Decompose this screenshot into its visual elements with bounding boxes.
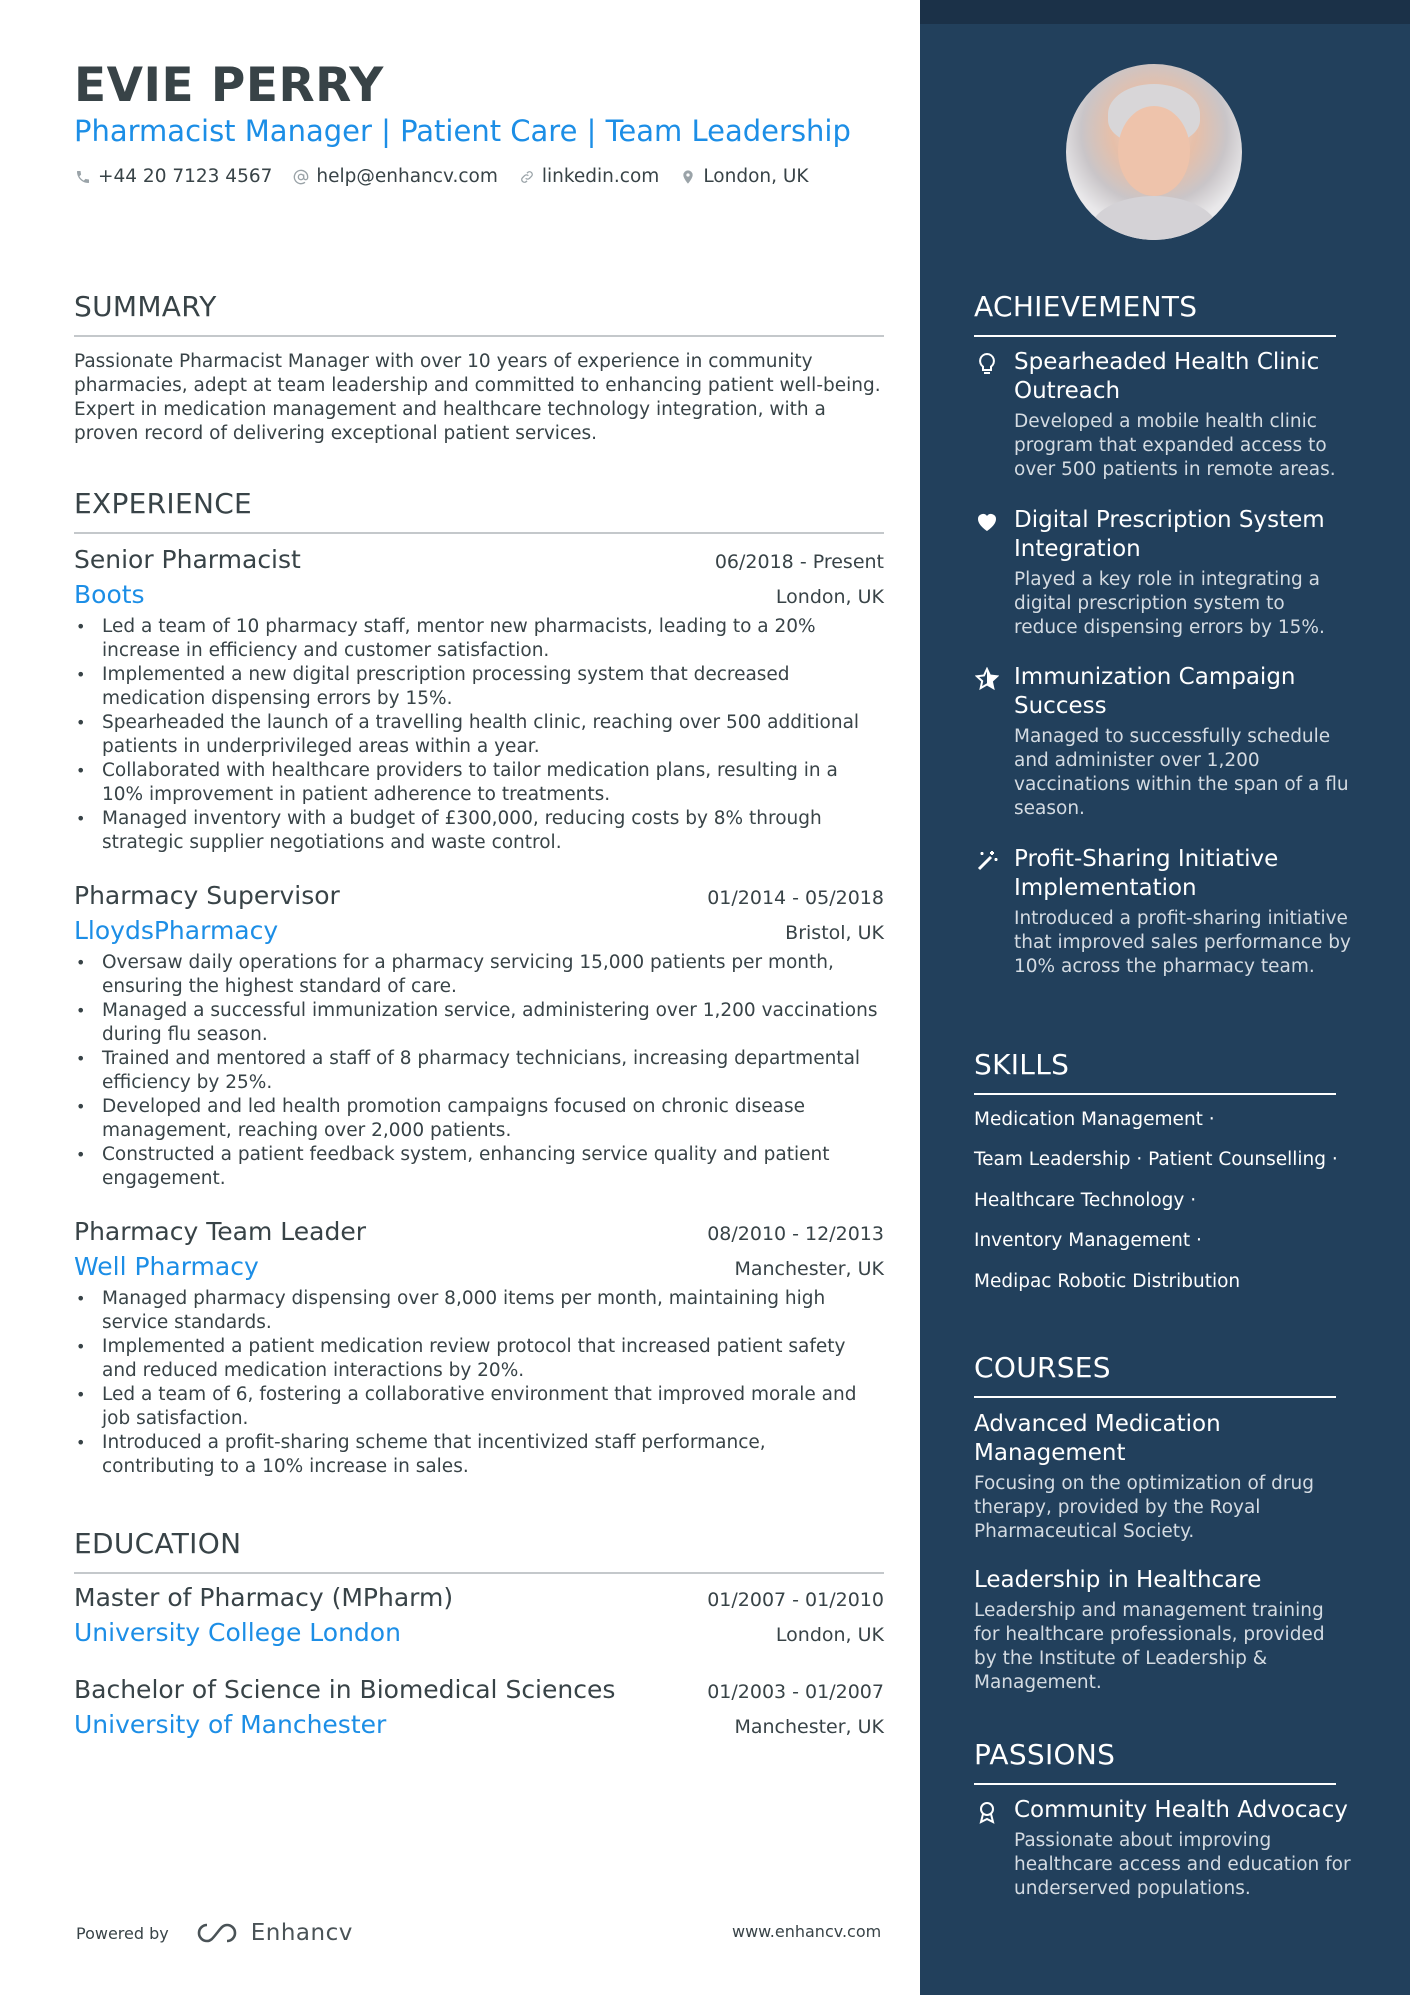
sidebar-top-band [920, 0, 1410, 24]
job-bullet: • Managed inventory with a budget of £300,000, reducing costs by 8% through strategic supplier negotiations and waste control. [74, 807, 884, 855]
job-entry [74, 1217, 884, 1479]
achievement-desc: Introduced a profit-sharing initiative that improved sales performance by 10% across the pharmacy team. [1014, 908, 1351, 977]
skill-line: Medipac Robotic Distribution [974, 1271, 1241, 1292]
location-text: London, UK [703, 166, 809, 187]
job-dates: 08/2010 - 12/2013 [707, 1223, 884, 1245]
education-entry [74, 1675, 884, 1739]
course-title: Advanced Medication Management [974, 1411, 1221, 1466]
experience-title: EXPERIENCE [74, 487, 884, 534]
job-company: Well Pharmacy [74, 1252, 259, 1281]
at-icon [292, 168, 310, 186]
candidate-name: EVIE PERRY [74, 58, 384, 113]
sidebar [920, 0, 1410, 1995]
contact-location [679, 166, 808, 187]
job-bullet: • Implemented a new digital prescription processing system that decreased medication dispensing errors by 15%. [74, 663, 884, 711]
award-icon [974, 1796, 1000, 1901]
powered-by-text: Powered by [76, 1923, 169, 1943]
location-pin-icon [679, 168, 697, 186]
summary-title: SUMMARY [74, 290, 884, 337]
headline: Pharmacist Manager | Patient Care | Team Leadership [74, 114, 851, 148]
skill-line: Medication Management · [974, 1109, 1215, 1130]
education-location: Manchester, UK [734, 1716, 884, 1738]
job-bullet: • Managed a successful immunization service, administering over 1,200 vaccinations during flu season. [74, 999, 884, 1047]
achievement-desc: Managed to successfully schedule and administer over 1,200 vaccinations within the span of a flu season. [1014, 726, 1349, 819]
degree: Master of Pharmacy (MPharm) [74, 1583, 454, 1612]
job-role: Pharmacy Supervisor [74, 881, 340, 910]
job-bullet: • Trained and mentored a staff of 8 pharmacy technicians, increasing departmental efficiency by 25%. [74, 1047, 884, 1095]
achievement-desc: Played a key role in integrating a digital prescription system to reduce dispensing errors by 15%. [1014, 569, 1325, 638]
skill-line: Healthcare Technology · [974, 1190, 1197, 1211]
skill-line: Inventory Management · [974, 1230, 1202, 1251]
contact-phone[interactable] [74, 166, 272, 187]
degree: Bachelor of Science in Biomedical Sciences [74, 1675, 616, 1704]
email-text: help@enhancv.com [316, 166, 498, 187]
job-bullets [74, 1287, 884, 1479]
profile-photo [1066, 64, 1242, 240]
passions-title: PASSIONS [974, 1738, 1336, 1785]
school: University College London [74, 1618, 401, 1647]
job-bullet: • Implemented a patient medication review protocol that increased patient safety and reduced medication interactions by 20%. [74, 1335, 884, 1383]
contact-bar [74, 166, 809, 187]
skill-line: Team Leadership · Patient Counselling · [974, 1149, 1338, 1170]
job-company: LloydsPharmacy [74, 916, 279, 945]
education-dates: 01/2003 - 01/2007 [707, 1681, 884, 1703]
job-dates: 01/2014 - 05/2018 [707, 887, 884, 909]
job-bullets [74, 615, 884, 855]
course-item [974, 1566, 1344, 1695]
passion-item [974, 1796, 1354, 1901]
job-bullet: • Developed and led health promotion campaigns focused on chronic disease management, reaching over 2,000 patients. [74, 1095, 884, 1143]
education-location: London, UK [775, 1624, 884, 1646]
job-bullet: • Oversaw daily operations for a pharmacy servicing 15,000 patients per month, ensuring the highest standard of care. [74, 951, 884, 999]
job-bullets [74, 951, 884, 1191]
job-entry [74, 881, 884, 1191]
contact-linkedin[interactable] [518, 166, 659, 187]
passion-desc: Passionate about improving healthcare access and education for underserved populations. [1014, 1830, 1351, 1899]
achievement-title: Profit-Sharing Initiative Implementation [1014, 846, 1279, 901]
education-entry [74, 1583, 884, 1647]
job-location: Manchester, UK [734, 1258, 884, 1280]
education-title: EDUCATION [74, 1527, 884, 1574]
passion-title: Community Health Advocacy [1014, 1797, 1348, 1823]
website-link[interactable]: www.enhancv.com [732, 1922, 882, 1941]
job-bullet: • Collaborated with healthcare providers to tailor medication plans, resulting in a 10% improvement in patient adherence to treatments. [74, 759, 884, 807]
phone-text: +44 20 7123 4567 [98, 166, 273, 187]
linkedin-text: linkedin.com [541, 166, 660, 187]
phone-icon [74, 168, 92, 186]
job-location: London, UK [775, 586, 884, 608]
job-bullet: • Constructed a patient feedback system, enhancing service quality and patient engagement. [74, 1143, 884, 1191]
heart-icon [974, 506, 1000, 640]
achievement-title: Digital Prescription System Integration [1014, 507, 1325, 562]
star-icon [974, 663, 1000, 821]
course-desc: Leadership and management training for healthcare professionals, provided by the Institute of Leadership & Management. [974, 1600, 1325, 1693]
powered-by [76, 1920, 353, 1946]
course-desc: Focusing on the optimization of drug therapy, provided by the Royal Pharmaceutical Society. [974, 1473, 1315, 1542]
achievement-item [974, 845, 1354, 979]
magic-wand-icon [974, 845, 1000, 979]
job-entry [74, 545, 884, 855]
courses-title: COURSES [974, 1351, 1336, 1398]
achievement-item [974, 506, 1354, 640]
achievement-desc: Developed a mobile health clinic program that expanded access to over 500 patients in remote areas. [1014, 411, 1336, 480]
contact-email[interactable] [292, 166, 497, 187]
achievements-title: ACHIEVEMENTS [974, 290, 1336, 337]
job-location: Bristol, UK [785, 922, 884, 944]
job-bullet: • Introduced a profit-sharing scheme that incentivized staff performance, contributing to a 10% increase in sales. [74, 1431, 884, 1479]
course-title: Leadership in Healthcare [974, 1567, 1262, 1593]
job-bullet: • Led a team of 10 pharmacy staff, mentor new pharmacists, leading to a 20% increase in efficiency and customer satisfaction. [74, 615, 884, 663]
education-dates: 01/2007 - 01/2010 [707, 1589, 884, 1611]
job-role: Senior Pharmacist [74, 545, 301, 574]
job-company: Boots [74, 580, 145, 609]
achievement-title: Spearheaded Health Clinic Outreach [1014, 349, 1320, 404]
school: University of Manchester [74, 1710, 387, 1739]
achievement-item [974, 348, 1354, 482]
job-bullet: • Spearheaded the launch of a travelling health clinic, reaching over 500 additional patients in underprivileged areas within a year. [74, 711, 884, 759]
job-role: Pharmacy Team Leader [74, 1217, 366, 1246]
brand-logo[interactable] [195, 1920, 353, 1946]
skills-title: SKILLS [974, 1048, 1336, 1095]
lightbulb-icon [974, 348, 1000, 482]
job-bullet: • Managed pharmacy dispensing over 8,000 items per month, maintaining high service standards. [74, 1287, 884, 1335]
link-icon [518, 168, 536, 186]
brand-name: Enhancv [250, 1920, 353, 1946]
summary-text: Passionate Pharmacist Manager with over 10 years of experience in community pharmacies, adept at team leadership and committed to enhancing patient well-being. Expert in medication management and healthcare technology integration, with a proven record of delivering exceptional patient services. [74, 351, 881, 444]
course-item [974, 1410, 1344, 1544]
achievement-title: Immunization Campaign Success [1014, 664, 1296, 719]
enhancv-logo-icon [195, 1921, 241, 1945]
job-dates: 06/2018 - Present [714, 551, 884, 573]
achievement-item [974, 663, 1354, 821]
job-bullet: • Led a team of 6, fostering a collaborative environment that improved morale and job satisfaction. [74, 1383, 884, 1431]
